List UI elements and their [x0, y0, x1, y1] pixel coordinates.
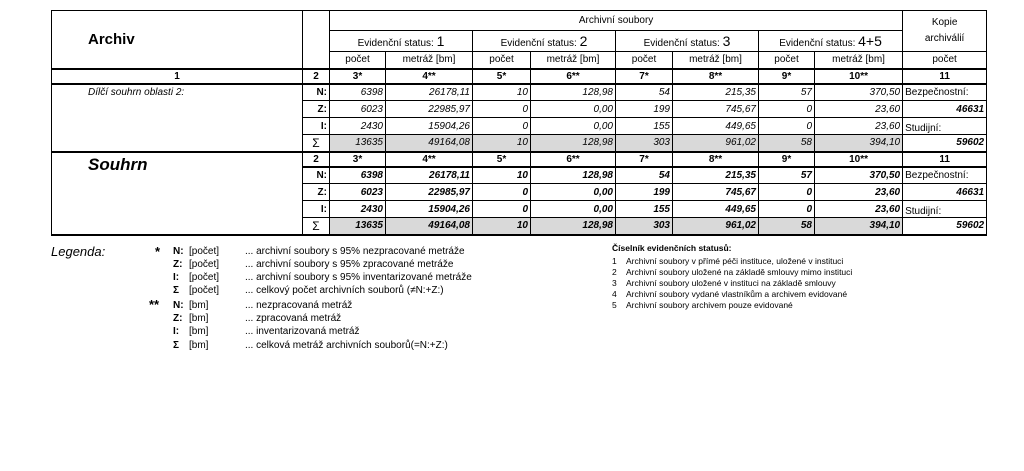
value-cell: 0 — [759, 201, 815, 218]
value-cell: 10 — [473, 167, 531, 184]
column-number: 5* — [473, 69, 531, 84]
value-cell: 449,65 — [673, 201, 759, 218]
column-number: 6** — [531, 152, 616, 167]
value-cell: 2430 — [330, 118, 386, 135]
metraz-label: metráž [bm] — [815, 52, 903, 69]
legend-text: ... zpracovaná metráž — [245, 313, 342, 324]
row-symbol: N: — [303, 84, 330, 101]
value-cell: 54 — [616, 84, 673, 101]
legend-symbol: I: — [173, 326, 180, 337]
legend-text: ... celková metráž archivních souborů(=N:+Z:) — [245, 340, 448, 351]
value-cell: 0 — [473, 184, 531, 201]
value-cell: 0 — [759, 184, 815, 201]
symbol-header-cell — [303, 11, 330, 69]
metraz-label: metráž [bm] — [531, 52, 616, 69]
column-number: 7* — [616, 69, 673, 84]
value-cell: 370,50 — [815, 167, 903, 184]
value-cell: 58 — [759, 218, 815, 235]
value-cell: 303 — [616, 135, 673, 152]
row-symbol: Σ — [303, 135, 330, 152]
value-cell: 23,60 — [815, 184, 903, 201]
status-header-4-5: Evidenční status: 4+5 — [759, 31, 903, 52]
legend-unit: [bm] — [189, 340, 209, 351]
value-cell: 745,67 — [673, 184, 759, 201]
column-number-row — [52, 69, 987, 84]
kopie-cell: Bezpečnostní: — [903, 167, 987, 184]
value-cell: 745,67 — [673, 101, 759, 118]
status-header-1: Evidenční status: 1 — [330, 31, 473, 52]
legend-mark: * — [155, 244, 161, 259]
kopie-cell: Studijní: — [903, 201, 987, 218]
value-cell: 394,10 — [815, 135, 903, 152]
kopie-cell: Bezpečnostní: — [903, 84, 987, 101]
column-number: 2 — [303, 152, 330, 167]
kopie-cell: 46631 — [903, 101, 987, 118]
value-cell: 0 — [473, 201, 531, 218]
column-number: 3* — [330, 69, 386, 84]
metraz-label: metráž [bm] — [386, 52, 473, 69]
value-cell: 199 — [616, 101, 673, 118]
column-number: 5* — [473, 152, 531, 167]
kopie-cell: 59602 — [903, 218, 987, 235]
value-cell: 303 — [616, 218, 673, 235]
legend-title: Legenda: — [51, 244, 106, 259]
kopie-cell: 59602 — [903, 135, 987, 152]
value-cell: 215,35 — [673, 167, 759, 184]
codelist-item: 1 Archivní soubory v přímé péči instituce, uložené v instituci — [612, 256, 844, 266]
value-cell: 394,10 — [815, 218, 903, 235]
value-cell: 2430 — [330, 201, 386, 218]
row-symbol: N: — [303, 167, 330, 184]
section2-label-cell — [52, 152, 303, 235]
value-cell: 49164,08 — [386, 218, 473, 235]
row-symbol: Z: — [303, 184, 330, 201]
status-header-3: Evidenční status: 3 — [616, 31, 759, 52]
value-cell: 49164,08 — [386, 135, 473, 152]
kopie-line2: archiválií — [924, 33, 965, 44]
archiv-header — [52, 11, 303, 69]
value-cell: 128,98 — [531, 218, 616, 235]
section2-column-number-row — [52, 152, 987, 167]
column-number: 4** — [386, 69, 473, 84]
codelist-item: 5 Archivní soubory archivem pouze evidované — [612, 300, 793, 310]
legend-unit: [bm] — [189, 300, 209, 311]
value-cell: 0,00 — [531, 184, 616, 201]
value-cell: 128,98 — [531, 84, 616, 101]
value-cell: 13635 — [330, 135, 386, 152]
column-number: 11 — [903, 152, 987, 167]
legend-unit: [počet] — [189, 272, 220, 283]
column-number: 6** — [531, 69, 616, 84]
legend-unit: [počet] — [189, 285, 220, 296]
value-cell: 155 — [616, 118, 673, 135]
status-header-2: Evidenční status: 2 — [473, 31, 616, 52]
value-cell: 13635 — [330, 218, 386, 235]
column-number: 10** — [815, 152, 903, 167]
archive-summary-table — [51, 10, 987, 236]
value-cell: 23,60 — [815, 118, 903, 135]
kopie-line1: Kopie — [931, 17, 958, 28]
value-cell: 0,00 — [531, 201, 616, 218]
kopie-cell: 46631 — [903, 184, 987, 201]
value-cell: 58 — [759, 135, 815, 152]
legend-unit: [bm] — [189, 313, 209, 324]
column-number: 2 — [303, 69, 330, 84]
row-symbol: Σ — [303, 218, 330, 235]
legend-text: ... archivní soubory s 95% inventarizované metráže — [245, 272, 472, 283]
value-cell: 57 — [759, 84, 815, 101]
value-cell: 10 — [473, 135, 531, 152]
value-cell: 10 — [473, 218, 531, 235]
legend-symbol: I: — [173, 272, 180, 283]
status-codelist — [612, 243, 852, 311]
value-cell: 6023 — [330, 184, 386, 201]
value-cell: 26178,11 — [386, 84, 473, 101]
pocet-label: počet — [330, 52, 386, 69]
row-symbol: I: — [303, 118, 330, 135]
codelist-item: 3 Archivní soubory uložené v instituci na základě smlouvy — [612, 278, 836, 288]
value-cell: 15904,26 — [386, 201, 473, 218]
value-cell: 0,00 — [531, 101, 616, 118]
value-cell: 15904,26 — [386, 118, 473, 135]
section1-row-n — [52, 84, 987, 101]
value-cell: 370,50 — [815, 84, 903, 101]
row-symbol: Z: — [303, 101, 330, 118]
column-number: 7* — [616, 152, 673, 167]
value-cell: 128,98 — [531, 135, 616, 152]
value-cell: 215,35 — [673, 84, 759, 101]
archivni-soubory-header: Archivní soubory — [330, 11, 903, 31]
column-number: 8** — [673, 152, 759, 167]
value-cell: 128,98 — [531, 167, 616, 184]
pocet-label: počet — [616, 52, 673, 69]
value-cell: 0 — [759, 118, 815, 135]
codelist-item: 4 Archivní soubory vydané vlastníkům a archivem evidované — [612, 289, 848, 299]
value-cell: 26178,11 — [386, 167, 473, 184]
value-cell: 10 — [473, 84, 531, 101]
value-cell: 0 — [473, 118, 531, 135]
column-number: 8** — [673, 69, 759, 84]
legend-symbol: Σ — [173, 340, 180, 351]
value-cell: 155 — [616, 201, 673, 218]
legend-symbol: Z: — [173, 259, 183, 270]
value-cell: 0,00 — [531, 118, 616, 135]
column-number: 1 — [52, 69, 303, 84]
legend-text: ... nezpracovaná metráž — [245, 300, 353, 311]
value-cell: 23,60 — [815, 201, 903, 218]
kopie-header — [903, 11, 987, 52]
value-cell: 23,60 — [815, 101, 903, 118]
column-number: 9* — [759, 69, 815, 84]
kopie-cell: Studijní: — [903, 118, 987, 135]
value-cell: 54 — [616, 167, 673, 184]
section2-label: Souhrn — [88, 154, 148, 174]
column-number: 3* — [330, 152, 386, 167]
value-cell: 6023 — [330, 101, 386, 118]
value-cell: 22985,97 — [386, 184, 473, 201]
value-cell: 6398 — [330, 167, 386, 184]
codelist-title: Číselník evidenčních statusů: — [612, 243, 732, 253]
legend-text: ... archivní soubory s 95% nezpracované metráže — [245, 246, 465, 257]
value-cell: 449,65 — [673, 118, 759, 135]
legend-symbol: Σ — [173, 285, 180, 296]
column-number: 9* — [759, 152, 815, 167]
pocet-label: počet — [473, 52, 531, 69]
value-cell: 57 — [759, 167, 815, 184]
metraz-label: metráž [bm] — [673, 52, 759, 69]
section1-label: Dílčí souhrn oblasti 2: — [52, 84, 303, 152]
value-cell: 22985,97 — [386, 101, 473, 118]
legend-text: ... archivní soubory s 95% zpracované metráže — [245, 259, 454, 270]
value-cell: 961,02 — [673, 135, 759, 152]
column-number: 11 — [903, 69, 987, 84]
value-cell: 961,02 — [673, 218, 759, 235]
value-cell: 199 — [616, 184, 673, 201]
archiv-title: Archiv — [88, 30, 135, 48]
legend-text: ... inventarizovaná metráž — [245, 326, 360, 337]
codelist-item: 2 Archivní soubory uložené na základě smlouvy mimo instituci — [612, 267, 853, 277]
legend-unit: [počet] — [189, 246, 220, 257]
legend-unit: [bm] — [189, 326, 209, 337]
value-cell: 6398 — [330, 84, 386, 101]
column-number: 4** — [386, 152, 473, 167]
legend-symbol: Z: — [173, 313, 183, 324]
row-symbol: I: — [303, 201, 330, 218]
pocet-label: počet — [759, 52, 815, 69]
column-number: 10** — [815, 69, 903, 84]
legend-text: ... celkový počet archivních souborů (≠N:+Z:) — [245, 285, 444, 296]
pocet-label: počet — [903, 52, 987, 69]
legend-unit: [počet] — [189, 259, 220, 270]
legend-mark: ** — [149, 297, 160, 312]
value-cell: 0 — [473, 101, 531, 118]
legend-symbol: N: — [173, 246, 184, 257]
value-cell: 0 — [759, 101, 815, 118]
legend-symbol: N: — [173, 300, 184, 311]
